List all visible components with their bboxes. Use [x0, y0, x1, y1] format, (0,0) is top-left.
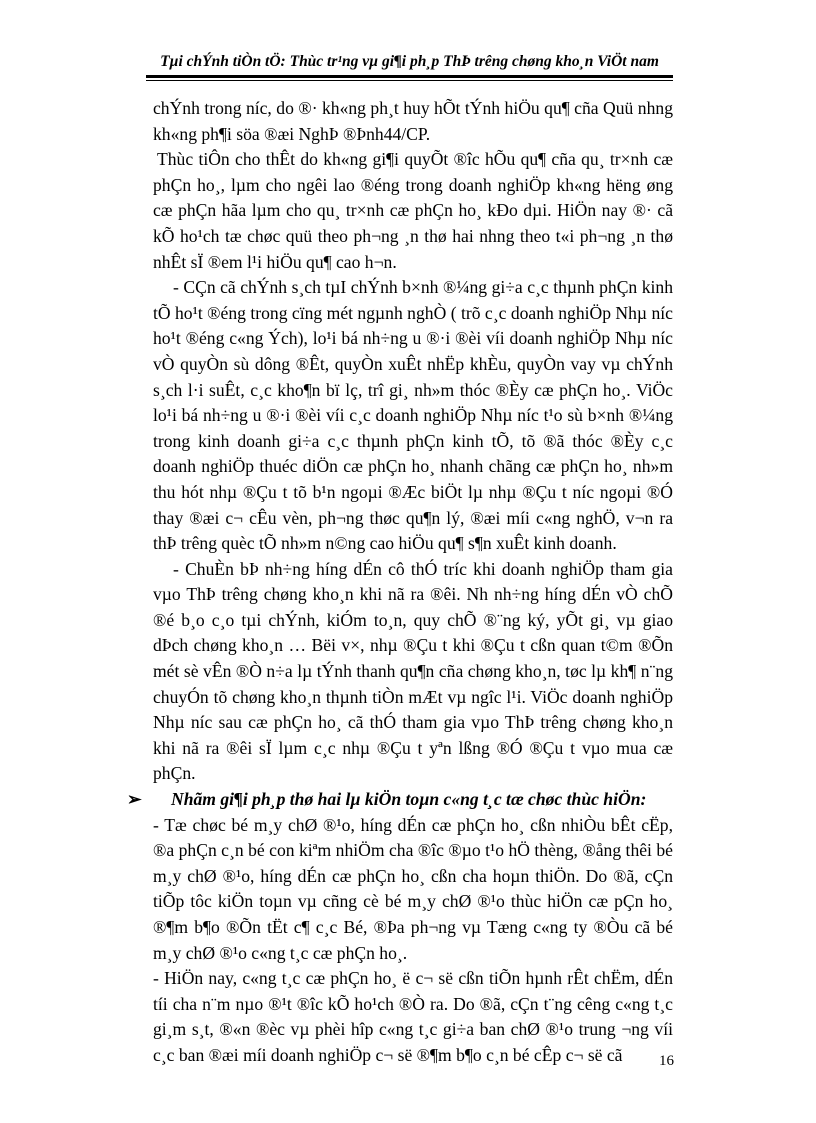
page-header: Tµi chÝnh tiÒn tÖ: Thùc tr¹ng vµ gi¶i ph¸p ThÞ trêng chøng kho¸n ViÖt nam: [160, 53, 659, 70]
paragraph: - HiÖn nay, c«ng t¸c cæ phÇn ho¸ ë c¬ së cßn tiÕn hµnh rÊt chËm, dÉn tíi cha n¨m nµo ®¹t ®îc kÕ ho¹ch ®Ò ra. Do ®ã, cÇn t¨ng cêng c«ng t¸c gi¸m s¸t, ®«n ®èc vµ phèi hîp c«ng t¸c gi÷a ban chØ ®¹o trung ¬ng víi c¸c ban ®æi míi doanh nghiÖp c¬ së ®¶m b¶o c¸n bé cÊp c¬ së cã: [153, 968, 673, 1065]
paragraph: - Tæ chøc bé m¸y chØ ®¹o, híng dÉn cæ phÇn ho¸ cßn nhiÒu bÊt cËp, ®a phÇn c¸n bé con kiªm nhiÖm cha ®îc ®µo t¹o hÖ thèng, ®ång thêi bé m¸y chØ ®¹o, híng dÉn cæ phÇn ho¸ cßn cha hoµn thiÖn. Do ®ã, cÇn tiÕp tôc kiÖn toµn vµ cñng cè bé m¸y chØ ®¹o thùc hiÖn cæ pÇn ho¸ ®¶m b¶o ®Õn tËt c¶ c¸c Bé, ®Þa ph¬ng vµ Tæng c«ng ty ®Òu cã bé m¸y chØ ®¹o c«ng t¸c cæ phÇn ho¸.: [153, 814, 673, 963]
bullet-paragraph: - CÇn cã chÝnh s¸ch tµI chÝnh b×nh ®¼ng gi÷a c¸c thµnh phÇn kinh tÕ ho¹t ®éng trong cïng mét ngµnh nghÒ ( trõ c¸c doanh nghiÖp Nhµ níc ho¹t ®éng c«ng Ých), lo¹i bá nh÷ng u ®·i ®èi víi doanh nghiÖp Nhµ níc vÒ quyÒn sù dông ®Êt, quyÒn xuÊt nhËp khÈu, quyÒn vay vµ chÝnh s¸ch l·i suÊt, c¸c kho¶n bï lç, trî gi¸ nh»m thóc ®Èy cæ phÇn ho¸. ViÖc lo¹i bá nh÷ng u ®·i ®èi víi c¸c doanh nghiÖp Nhµ níc t¹o sù b×nh ®¼ng trong kinh doanh gi÷a c¸c thµnh phÇn kinh tÕ, tõ ®ã thóc ®Èy c¸c doanh nghiÖp thuéc diÖn cæ phÇn ho¸ nhanh chãng cæ phÇn ho¸ nh»m thu hót nhµ ®Çu t tõ b¹n ngoµi ®Æc biÖt lµ nhµ ®Çu t níc ngoµi ®Ó thay ®æi c¬ cÊu vèn, ph¬ng thøc qu¶n lý, ®æi míi c«ng nghÖ, v¬n ra thÞ trêng quèc tÕ nh»m n©ng cao hiÖu qu¶ s¶n xuÊt kinh doanh.: [153, 277, 673, 554]
section-heading-text: Nhãm gi¶i ph¸p thø hai lµ kiÖn toµn c«ng t¸c tæ chøc thùc hiÖn:: [171, 789, 647, 810]
body-text: [127, 96, 673, 1069]
header-rule-thin: [146, 80, 673, 81]
bullet-paragraph: - ChuÈn bÞ nh÷ng híng dÉn cô thÓ tríc khi doanh nghiÖp tham gia vµo ThÞ trêng chøng kho¸n khi nã ra ®êi. Nh nh÷ng híng dÉn vÒ chÕ ®é b¸o c¸o tµi chÝnh, kiÓm to¸n, quy chÕ ®¨ng ký, yÕt gi¸ vµ giao dÞch chøng kho¸n … Bëi v×, nhµ ®Çu t khi ®Çu t cßn quan t©m ®Õn mét sè vÊn ®Ò n÷a lµ tÝnh thanh qu¶n cña chøng kho¸n, tøc lµ kh¶ n¨ng chuyÓn tõ chøng kho¸n thµnh tiÒn mÆt vµ ngîc l¹i. ViÖc doanh nghiÖp Nhµ níc sau cæ phÇn ho¸ cã thÓ tham gia vµo ThÞ trêng chøng kho¸n khi nã ra ®êi sÏ lµm c¸c nhµ ®Çu t yªn lßng ®Ó ®Çu t vµo mua cæ phÇn.: [153, 558, 673, 784]
page-number: 16: [659, 1053, 674, 1069]
header-rule-thick: [146, 75, 673, 78]
section-heading: [127, 787, 673, 813]
arrow-bullet-icon: ➢: [127, 789, 142, 810]
paragraph: Thùc tiÔn cho thÊt do kh«ng gi¶i quyÕt ®îc hÕu qu¶ cña qu¸ tr×nh cæ phÇn ho¸, lµm cho ngêi lao ®éng trong doanh nghiÖp kh«ng hëng øng cæ phÇn hãa lµm cho qu¸ tr×nh cæ phÇn ho¸ kÐo dµi. HiÖn nay ®· cã kÕ ho¹ch tæ chøc quü theo ph¬ng ¸n thø hai nhng theo t«i ph¬ng ¸n thø nhÊt sÏ ®em l¹i hiÖu qu¶ cao h¬n.: [153, 149, 673, 272]
paragraph: chÝnh trong níc, do ®· kh«ng ph¸t huy hÕt tÝnh hiÖu qu¶ cña Quü nhng kh«ng ph¶i söa ®æi NghÞ ®Þnh44/CP.: [153, 98, 673, 144]
